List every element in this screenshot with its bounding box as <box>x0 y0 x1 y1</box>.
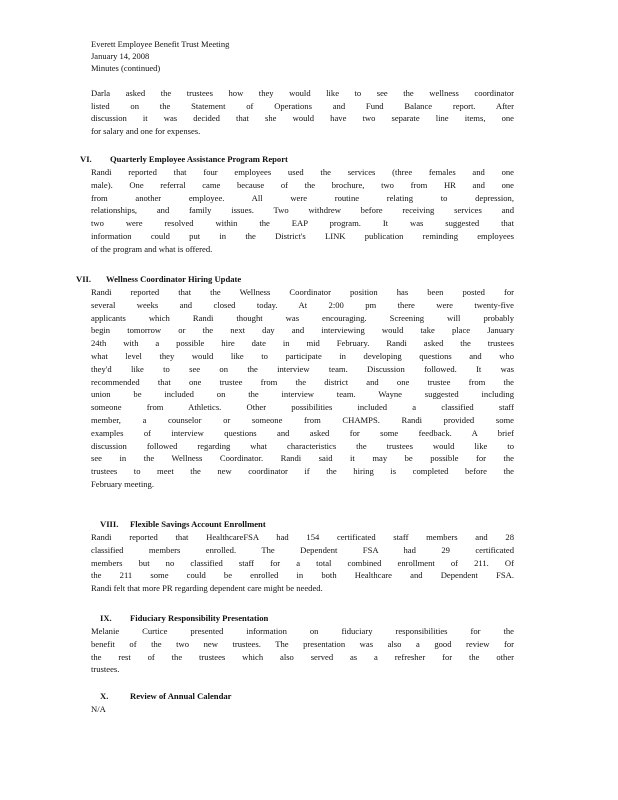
section-number: VII. <box>76 274 92 284</box>
section-number: VIII. <box>100 519 119 529</box>
section-heading <box>100 690 231 703</box>
paragraph-line: February meeting. <box>91 479 155 489</box>
section-title: Quarterly Employee Assistance Program Report <box>110 154 288 164</box>
section-title: Review of Annual Calendar <box>130 691 232 701</box>
paragraph-line: listed on the Statement of Operations and Fund Balance report. After <box>91 100 514 111</box>
paragraph-line: from another employee. All were routine relating to depression, <box>91 192 514 203</box>
paragraph-line: the 211 some could be enrolled in both Healthcare and Dependent FSA. <box>91 570 514 581</box>
paragraph-line: trustees. <box>91 664 120 675</box>
section-title: Flexible Savings Account Enrollment <box>130 519 266 529</box>
paragraph-line: Randi reported that the Wellness Coordinator position has been posted for <box>91 287 514 297</box>
paragraph-line: examples of interview questions and asked for some feedback. A brief <box>91 427 514 438</box>
section-number: IX. <box>100 613 112 623</box>
paragraph-line: recommended that one trustee from the district and one trustee from the <box>91 376 514 387</box>
section-title: Wellness Coordinator Hiring Update <box>106 274 242 284</box>
section-number: X. <box>100 691 109 701</box>
section-heading <box>100 518 266 531</box>
paragraph-line: trustees to meet the new coordinator if the hiring is completed before the <box>91 466 514 477</box>
paragraph-line: applicants which Randi thought was encouraging. Screening will probably <box>91 312 514 323</box>
paragraph-line: several weeks and closed today. At 2:00 pm there were twenty-five <box>91 299 514 310</box>
paragraph-line: classified members enrolled. The Dependent FSA had 29 certificated <box>91 544 514 555</box>
paragraph-line: union be included on the interview team. Wayne suggested including <box>91 389 514 400</box>
paragraph-line: N/A <box>91 704 106 714</box>
paragraph-line: for salary and one for expenses. <box>91 126 201 137</box>
header-subtitle: Minutes (continued) <box>91 63 161 73</box>
paragraph-line: the rest of the trustees which also served as a refresher for the other <box>91 651 514 662</box>
header-title: Everett Employee Benefit Trust Meeting <box>91 39 230 49</box>
paragraph-line: relationships, and family issues. Two withdrew before receiving services and <box>91 205 514 216</box>
section-heading <box>100 612 268 625</box>
paragraph-line: 24th with a possible hire date in mid February. Randi asked the trustees <box>91 338 514 349</box>
paragraph-line: Randi reported that HealthcareFSA had 154 certificated staff members and 28 <box>91 532 514 542</box>
paragraph-line: male). One referral came because of the brochure, two from HR and one <box>91 179 514 190</box>
paragraph-line: see in the Wellness Coordinator. Randi said it may be possible for the <box>91 453 514 464</box>
paragraph-line: of the program and what is offered. <box>91 243 213 254</box>
paragraph-line: they'd like to see on the interview team. Discussion followed. It was <box>91 363 514 374</box>
section-title: Fiduciary Responsibility Presentation <box>130 613 269 623</box>
paragraph-line: Darla asked the trustees how they would like to see the wellness coordinator <box>91 88 514 98</box>
header-date: January 14, 2008 <box>91 51 150 61</box>
paragraph-line: someone from Athletics. Other possibilities included a classified staff <box>91 402 514 413</box>
paragraph-line: begin tomorrow or the next day and interviewing would take place January <box>91 325 514 336</box>
paragraph-line: what level they would like to participate in developing questions and who <box>91 351 514 361</box>
paragraph-line: Randi reported that four employees used the services (three females and one <box>91 167 514 177</box>
section-heading <box>80 153 288 166</box>
section-heading <box>76 273 241 286</box>
paragraph-line: two were resolved within the EAP program. It was suggested that <box>91 218 514 229</box>
paragraph-line: Randi felt that more PR regarding dependent care might be needed. <box>91 583 323 594</box>
paragraph-line: discussion followed regarding what characteristics the trustees would like to <box>91 440 514 451</box>
paragraph-line: member, a counselor or someone from CHAMPS. Randi provided some <box>91 415 514 425</box>
paragraph-line: Melanie Curtice presented information on fiduciary responsibilities for the <box>91 626 514 636</box>
paragraph-line: information could put in the District's LINK publication reminding employees <box>91 231 514 241</box>
paragraph-line: discussion it was decided that she would have two separate line items, one <box>91 113 514 124</box>
paragraph-line: benefit of the two new trustees. The presentation was also a good review for <box>91 638 514 649</box>
section-number: VI. <box>80 154 92 164</box>
paragraph-line: members but no classified staff for a total combined enrollment of 211. Of <box>91 557 514 568</box>
